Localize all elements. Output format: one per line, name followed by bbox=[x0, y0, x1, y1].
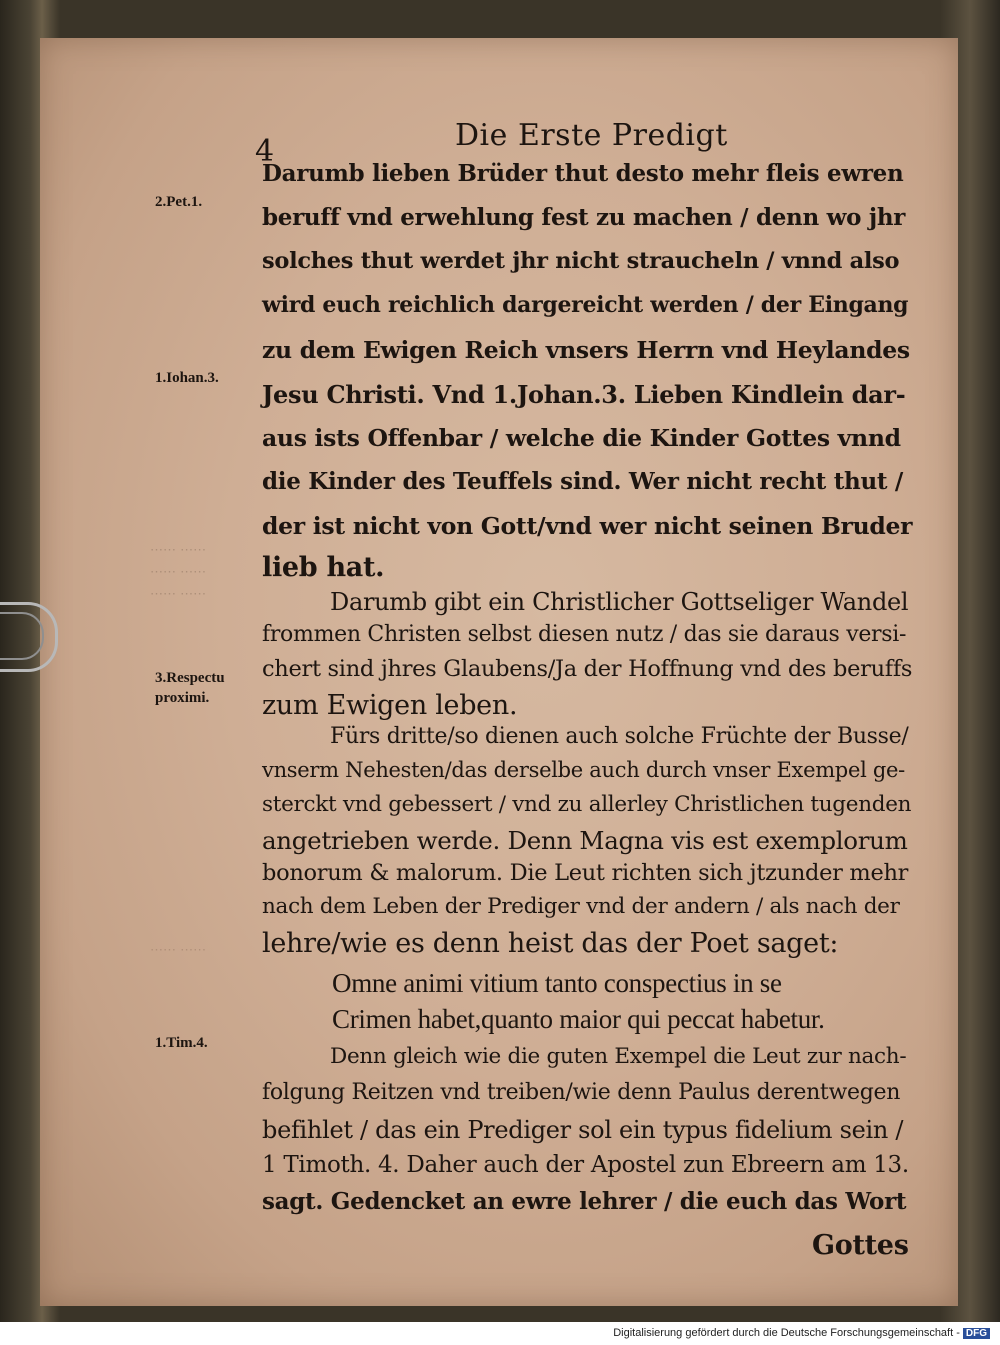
text-line: Jesu Christi. Vnd 1.Johan.3. Lieben Kindlein dar- bbox=[262, 380, 906, 409]
bleed-through-text: ⋯⋯ ⋯⋯ bbox=[150, 943, 207, 958]
text-line: bonorum & malorum. Die Leut richten sich jtzunder mehr bbox=[262, 860, 909, 886]
page-number: 4 bbox=[255, 134, 275, 169]
text-line: angetrieben werde. Denn Magna vis est exemplorum bbox=[262, 826, 908, 855]
text-line: Denn gleich wie die guten Exempel die Leut zur nach- bbox=[330, 1044, 907, 1069]
text-line: 1 Timoth. 4. Daher auch der Apostel zun Ebreern am 13. bbox=[262, 1152, 909, 1178]
text-line: vnserm Nehesten/das derselbe auch durch vnser Exempel ge- bbox=[262, 758, 905, 782]
text-line: lehre/wie es denn heist das der Poet saget: bbox=[262, 928, 839, 959]
margin-note: 1.Tim.4. bbox=[155, 1035, 208, 1051]
text-line: chert sind jhres Glaubens/Ja der Hoffnung vnd des beruffs bbox=[262, 656, 913, 682]
footer-text: Digitalisierung gefördert durch die Deutsche Forschungsgemeinschaft - bbox=[613, 1327, 960, 1339]
verse-line: Omne animi vitium tanto conspectius in se bbox=[332, 968, 782, 998]
text-line: befihlet / das ein Prediger sol ein typus fidelium sein / bbox=[262, 1116, 904, 1144]
text-line: die Kinder des Teuffels sind. Wer nicht recht thut / bbox=[262, 468, 904, 495]
text-line: nach dem Leben der Prediger vnd der andern / als nach der bbox=[262, 894, 900, 919]
text-line: sagt. Gedencket an ewre lehrer / die euch das Wort bbox=[262, 1188, 907, 1215]
dfg-logo: DFG bbox=[963, 1328, 990, 1339]
catchword: Gottes bbox=[812, 1230, 909, 1261]
margin-note: 2.Pet.1. bbox=[155, 194, 203, 210]
text-line: der ist nicht von Gott/vnd wer nicht seinen Bruder bbox=[262, 512, 913, 540]
margin-note: proximi. bbox=[155, 690, 210, 706]
text-line: aus ists Offenbar / welche die Kinder Gottes vnnd bbox=[262, 424, 901, 452]
text-line: Darumb gibt ein Christlicher Gottseliger Wandel bbox=[330, 588, 909, 616]
text-line: Fürs dritte/so dienen auch solche Früchte der Busse/ bbox=[330, 724, 909, 749]
running-head: Die Erste Predigt bbox=[455, 118, 728, 153]
text-line: beruff vnd erwehlung fest zu machen / denn wo jhr bbox=[262, 204, 906, 231]
verse-line: Crimen habet,quanto maior qui peccat habetur. bbox=[332, 1004, 825, 1034]
text-line: Darumb lieben Brüder thut desto mehr fleis ewren bbox=[262, 160, 904, 187]
footer-credit bbox=[613, 1327, 990, 1339]
margin-note: 1.Iohan.3. bbox=[155, 370, 219, 386]
text-line: lieb hat. bbox=[262, 552, 385, 583]
bleed-through-text: ⋯⋯ ⋯⋯ ⋯⋯ ⋯⋯ ⋯⋯ ⋯⋯ bbox=[150, 543, 207, 602]
text-line: zu dem Ewigen Reich vnsers Herrn vnd Heylandes bbox=[262, 336, 910, 364]
paper-clip-inner bbox=[0, 612, 44, 660]
text-line: zum Ewigen leben. bbox=[262, 690, 518, 721]
text-line: folgung Reitzen vnd treiben/wie denn Paulus derentwegen bbox=[262, 1080, 901, 1105]
text-line: sterckt vnd gebessert / vnd zu allerley Christlichen tugenden bbox=[262, 792, 912, 817]
text-line: wird euch reichlich dargereicht werden / der Eingang bbox=[262, 292, 909, 318]
text-line: frommen Christen selbst diesen nutz / das sie daraus versi- bbox=[262, 622, 907, 647]
margin-note: 3.Respectu bbox=[155, 670, 225, 686]
text-line: solches thut werdet jhr nicht straucheln / vnnd also bbox=[262, 248, 900, 274]
